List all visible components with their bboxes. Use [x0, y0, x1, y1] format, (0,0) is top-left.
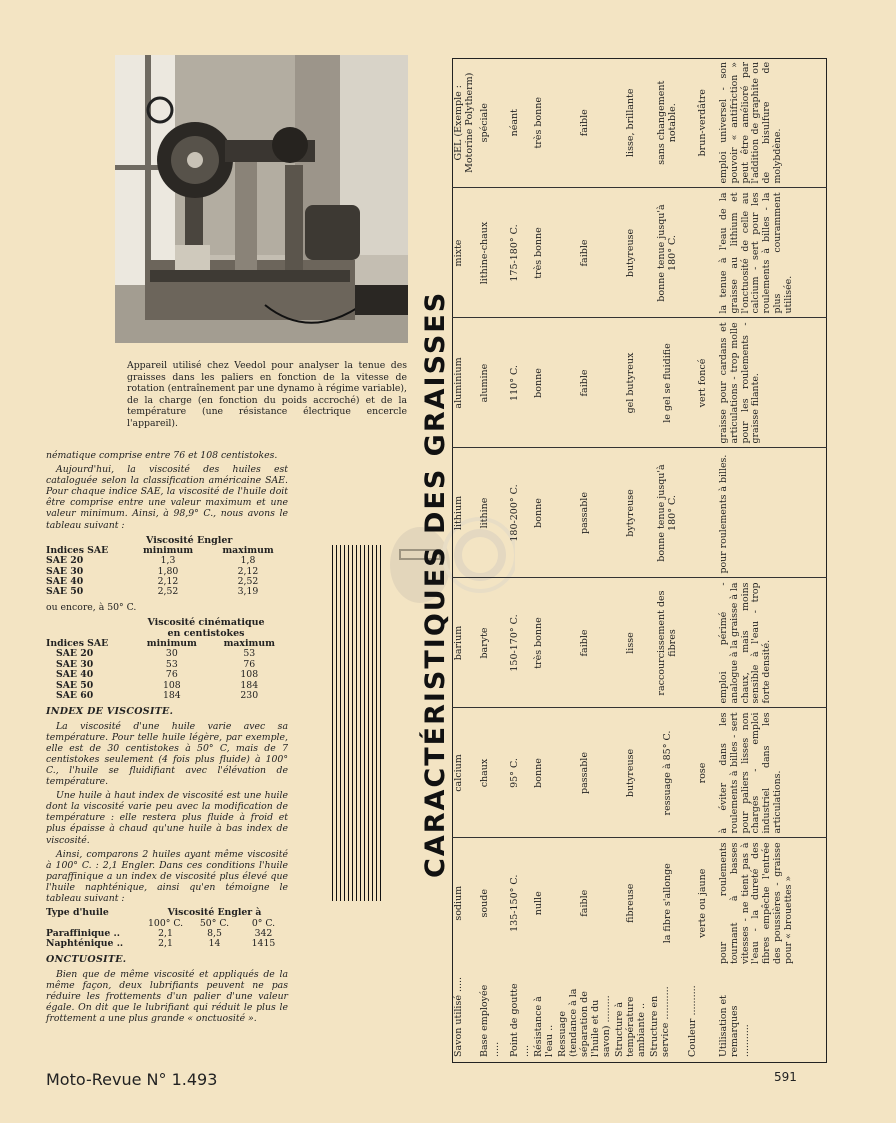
cell: vert foncé	[686, 318, 718, 448]
cell: sans changement notable.	[648, 58, 686, 188]
cell: néant	[508, 58, 532, 188]
cell: butyreuse	[613, 708, 648, 838]
row-label: Structure à température ambiante ..	[614, 996, 647, 1057]
cell: bonne	[532, 318, 556, 448]
grease-table-rotated	[420, 58, 827, 1063]
cell: bytyreuse	[613, 448, 648, 578]
paragraph: La viscosité d'une huile varie avec sa température. Pour telle huile légère, par exemple, elle est de 30 centistokes à 50° C, mais de 7 centistokes seulement (4 fois plus fluide) à 100° C., l'huile se fluidifiant avec l'élévation de température.	[46, 720, 288, 788]
cell: 2,1	[158, 938, 173, 950]
cell: gel butyreux	[613, 318, 648, 448]
cell: 110° C.	[508, 318, 532, 448]
cell: 184	[162, 690, 181, 702]
table-row	[718, 58, 827, 1063]
cell: 76	[165, 669, 178, 681]
cell: 53	[165, 658, 178, 670]
row-label: Couleur ..........	[687, 985, 698, 1057]
cell: alumine	[478, 318, 508, 448]
cell: la fibre s'allonge	[661, 863, 673, 944]
table-row	[478, 58, 508, 1063]
paragraph: Bien que de même viscosité et appliqués de la même façon, deux lubrifiants peuvent ne pas réduire les frottements d'un palier d'une valeur égale. On dit que le lubrifiant qui réduit le plus le frottement a une plus grande « onctuosité ».	[46, 968, 288, 1025]
table-row	[648, 58, 686, 1063]
page-number: 591	[774, 1070, 797, 1084]
table-row	[46, 939, 288, 949]
cell: fibreuse	[625, 883, 636, 923]
header-cell: 50° C.	[199, 917, 230, 929]
cell: sodium	[453, 885, 464, 921]
table-row	[46, 556, 288, 566]
table-row	[508, 58, 532, 1063]
cell: 2,52	[237, 575, 259, 587]
cell: 135-150° C.	[509, 874, 520, 932]
cell: le gel se fluidifie	[648, 318, 686, 448]
cell: très bonne	[532, 58, 556, 188]
cell: bonne	[532, 708, 556, 838]
cell: 108	[162, 679, 181, 691]
cell: pour roulements à billes.	[718, 448, 827, 578]
cell: SAE 20	[46, 555, 84, 567]
row-label: Ressuage (tendance à la séparation de l'huile et du savon) .........	[557, 988, 612, 1057]
header-cell: 100° C.	[147, 917, 184, 929]
cell: 180-200° C.	[508, 448, 532, 578]
apparatus-image	[115, 55, 408, 343]
oil-type-table	[46, 908, 288, 950]
cell: SAE 40	[56, 669, 94, 681]
row-label: Point de goutte ....	[509, 983, 531, 1057]
cell: lithine-chaux	[478, 188, 508, 318]
cell: 8,5	[207, 927, 222, 939]
cell: 1415	[251, 938, 276, 950]
cell: la tenue à l'eau de la graisse au lithium et l'onctuosité de celle au calcium - sert pour les roulements à billes - la plus couramment utilisée.	[718, 188, 827, 318]
cell: faible	[556, 58, 613, 188]
cell: faible	[556, 188, 613, 318]
header-cell: minimum	[146, 638, 197, 650]
cell: 30	[165, 648, 178, 660]
cell: 2,1	[158, 927, 173, 939]
kinematic-table-title	[46, 617, 286, 639]
header-cell: minimum	[142, 544, 194, 556]
cell: mixte	[452, 188, 478, 318]
table-header	[46, 908, 288, 918]
cell: Naphténique ..	[46, 938, 124, 950]
cell: bonne	[532, 448, 556, 578]
cell: 1,80	[157, 565, 179, 577]
table-row	[452, 58, 478, 1063]
row-label: Base employée .....	[479, 984, 501, 1057]
cell: SAE 40	[46, 575, 84, 587]
cell: 184	[240, 679, 259, 691]
cell	[686, 188, 718, 318]
cell: baryte	[478, 578, 508, 708]
cell: emploi périmé - analogue à la graisse à la chaux, mais moins sensible à l'eau - trop forte densité.	[718, 578, 827, 708]
cell: 14	[208, 938, 221, 950]
table-row	[532, 58, 556, 1063]
cell: rose	[686, 708, 718, 838]
cell: SAE 20	[56, 648, 94, 660]
cell: bonne tenue jusqu'à 180° C.	[648, 188, 686, 318]
decorative-lines	[332, 545, 387, 901]
photo-caption: Appareil utilisé chez Veedol pour analyser la tenue des graisses dans les paliers en fonction de la vitesse de rotation (entraînement par une dynamo à régime variable), de la charge (en fonction du poids accroché) et de la température (une résistance électrique encercle l'appareil).	[127, 360, 407, 429]
paragraph: Une huile à haut index de viscosité est une huile dont la viscosité varie peu avec la modification de température : elle restera plus fluide à froid et plus épaisse à chaud qu'une huile à bas index de viscosité.	[46, 790, 288, 846]
cell: 95° C.	[508, 708, 532, 838]
cell: faible	[579, 889, 590, 917]
header-cell: maximum	[222, 544, 274, 556]
cell: spéciale	[478, 58, 508, 188]
cell: SAE 50	[56, 679, 94, 691]
cell: ressuage à 85° C.	[648, 708, 686, 838]
cell: lithium	[452, 448, 478, 578]
engler-table-title: Viscosité Engler	[146, 534, 233, 546]
cell: 76	[243, 658, 256, 670]
cell: barium	[452, 578, 478, 708]
cell: Paraffinique ..	[46, 927, 121, 939]
header-cell: Viscosité Engler à	[167, 907, 262, 919]
cell: très bonne	[532, 578, 556, 708]
cell: très bonne	[532, 188, 556, 318]
section-heading: INDEX DE VISCOSITE.	[46, 705, 174, 717]
cell: lisse	[613, 578, 648, 708]
cell: 2,12	[237, 565, 259, 577]
cell: 175-180° C.	[508, 188, 532, 318]
cell: 1,8	[240, 555, 256, 567]
paragraph: ou encore, à 50° C.	[46, 601, 137, 613]
title-line: Viscosité cinématique	[147, 616, 265, 628]
table-row	[556, 58, 613, 1063]
cell: raccourcissement des fibres	[648, 578, 686, 708]
header-cell: Indices SAE	[46, 638, 109, 650]
paragraph: Aujourd'hui, la viscosité des huiles est cataloguée selon la classification américaine SAE. Pour chaque indice SAE, la viscosité de l'huile doit être comprise entre une valeur maximum et une valeur minimum. Ainsi, à 98,9° C., nous avons le tableau suivant :	[46, 464, 288, 531]
row-label: Structure en service ...........	[649, 986, 671, 1057]
cell: à éviter dans les roulements à billes - sert pour paliers lisses non chargés - emploi industriel dans les articulations.	[718, 708, 827, 838]
cell: SAE 50	[46, 586, 84, 598]
title-line: en centistokes	[167, 627, 245, 639]
cell: 53	[243, 648, 256, 660]
row-label: Utilisation et remarques ...........	[718, 995, 751, 1057]
grease-table-title: CARACTÉRISTIQUES DES GRAISSES	[420, 290, 451, 878]
header-cell: maximum	[223, 638, 275, 650]
header-cell: 0° C.	[251, 917, 276, 929]
cell: brun-verdâtre	[686, 58, 718, 188]
cell: lisse, brillante	[613, 58, 648, 188]
cell: 2,12	[157, 575, 179, 587]
cell: nulle	[533, 891, 544, 916]
paragraph: Ainsi, comparons 2 huiles ayant même viscosité à 100° C. : 2,1 Engler. Dans ces conditions l'huile paraffinique a un index de viscosité plus élevé que l'huile naphténique, ainsi qu'en témoigne le tableau suivant :	[46, 848, 288, 904]
cell: SAE 30	[56, 658, 94, 670]
cell: GEL (Exemple : Motorine Polytherm)	[452, 58, 478, 188]
cell	[686, 578, 718, 708]
cell: pour roulements tournant à basses vitesses - ne tient pas à l'eau - la dureté des fibres empêche l'entrée des poussières - graisse pour « brouettes »	[718, 842, 794, 964]
cell: calcium	[452, 708, 478, 838]
cell: 1,3	[160, 555, 176, 567]
cell: chaux	[478, 708, 508, 838]
cell: 2,52	[157, 586, 179, 598]
cell: 150-170° C.	[508, 578, 532, 708]
cell: bonne tenue jusqu'à 180° C.	[648, 448, 686, 578]
magazine-issue: Moto-Revue N° 1.493	[46, 1070, 218, 1089]
cell: SAE 30	[46, 565, 84, 577]
cell: 3,19	[237, 586, 259, 598]
cell: verte ou jaune	[696, 868, 708, 938]
engler-table	[46, 546, 288, 598]
cell: faible	[556, 578, 613, 708]
cell: 108	[240, 669, 259, 681]
cell: faible	[556, 318, 613, 448]
cell: aluminium	[452, 318, 478, 448]
row-label: Résistance à l'eau ..	[533, 996, 555, 1057]
cell: soude	[479, 889, 490, 918]
section-heading: ONCTUOSITE.	[46, 953, 127, 965]
grease-table	[452, 58, 827, 1063]
cell: graisse pour cardans et articulations - trop molle pour les roulements - graisse filante.	[718, 318, 827, 448]
left-column	[46, 450, 288, 1027]
header-cell: Type d'huile	[46, 907, 109, 919]
row-label: Savon utilisé .....	[453, 976, 464, 1057]
cell	[686, 448, 718, 578]
table-row	[686, 58, 718, 1063]
header-cell: Indices SAE	[46, 544, 109, 556]
paragraph: nématique comprise entre 76 et 108 centistokes.	[46, 450, 278, 461]
kinematic-table	[46, 639, 288, 701]
cell: lithine	[478, 448, 508, 578]
cell: SAE 60	[56, 690, 94, 702]
cell: 230	[240, 690, 259, 702]
cell: emploi universel - son pouvoir « antifriction » peut être amélioré par l'addition de graphite ou de bisulfure de molybdène.	[718, 58, 827, 188]
table-row	[46, 587, 288, 597]
cell: butyreuse	[613, 188, 648, 318]
cell: passable	[556, 708, 613, 838]
table-row	[46, 691, 288, 701]
cell: passable	[556, 448, 613, 578]
apparatus-photo	[115, 55, 408, 343]
table-row	[613, 58, 648, 1063]
cell: 342	[254, 927, 273, 939]
